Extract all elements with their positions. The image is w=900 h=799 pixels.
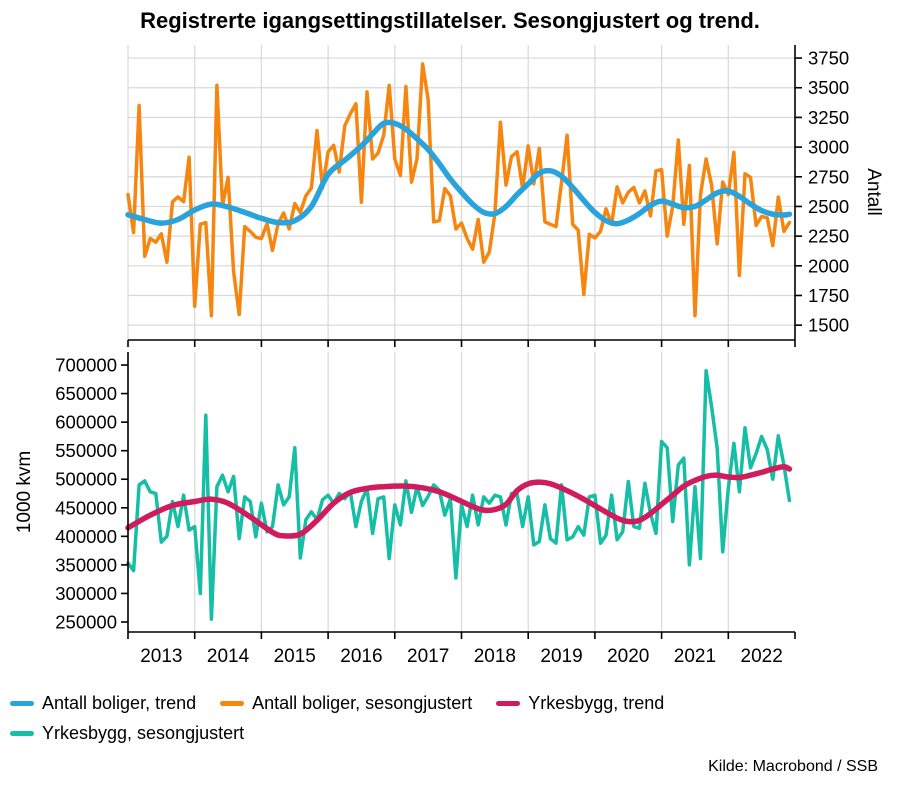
x-tick-label: 2016 [340,646,383,667]
y-tick-label: 2250 [808,225,850,247]
x-tick-label: 2020 [607,646,650,667]
source-credit: Kilde: Macrobond / SSB [708,758,878,775]
y-tick-label: 3750 [808,47,850,69]
legend-label: Yrkesbygg, trend [528,692,665,713]
y-tick-label: 2750 [808,166,850,188]
legend-dash-icon [10,731,34,736]
y-tick-label: 400000 [55,525,117,547]
x-tick-label: 2014 [206,646,250,667]
x-tick-label: 2022 [740,646,783,667]
y-tick-label: 700000 [55,354,117,376]
x-tick-label: 2013 [140,646,183,667]
legend-dash-icon [220,701,244,706]
x-tick-label: 2015 [273,646,316,667]
legend-row-2 [10,718,890,748]
y-tick-label: 2500 [808,195,850,217]
y-tick-label: 450000 [55,497,117,519]
antall-boliger-chart [128,45,884,347]
page-title: Registrerte igangsettingstillatelser. Sesongjustert og trend. [140,8,760,33]
legend-item-antall-boliger-sesongjustert [220,693,472,714]
y-tick-label: 600000 [55,411,117,433]
y-tick-label: 350000 [55,554,117,576]
series-yrkesbygg-sesongjustert [128,371,789,620]
1000-kvm-axis-label: 1000 kvm [14,450,35,534]
y-tick-label: 3250 [808,106,850,128]
x-tick-label: 2019 [540,646,583,667]
y-tick-label: 1500 [808,314,850,336]
x-tick-label: 2017 [407,646,450,667]
y-tick-label: 550000 [55,440,117,462]
y-tick-label: 2000 [808,255,850,277]
legend-item-yrkesbygg-trend [496,693,664,714]
y-tick-label: 3000 [808,136,850,158]
yrkesbygg-chart [14,352,795,667]
legend-label: Antall boliger, trend [42,692,197,713]
y-tick-label: 1750 [808,284,850,306]
antall-axis-label: Antall [863,168,884,216]
y-tick-label: 250000 [55,611,117,633]
legend-label: Antall boliger, sesongjustert [252,692,473,713]
y-tick-label: 500000 [55,468,117,490]
y-tick-label: 3500 [808,77,850,99]
x-tick-label: 2021 [673,646,717,667]
legend-item-antall-boliger-trend [10,693,196,714]
legend-row-1 [10,688,890,718]
legend-label: Yrkesbygg, sesongjustert [42,722,245,743]
legend [10,688,890,748]
y-tick-label: 650000 [55,383,117,405]
legend-dash-icon [496,701,520,706]
legend-dash-icon [10,701,34,706]
y-tick-label: 300000 [55,582,117,604]
legend-item-yrkesbygg-sesongjustert [10,723,244,744]
x-tick-label: 2018 [473,646,516,667]
